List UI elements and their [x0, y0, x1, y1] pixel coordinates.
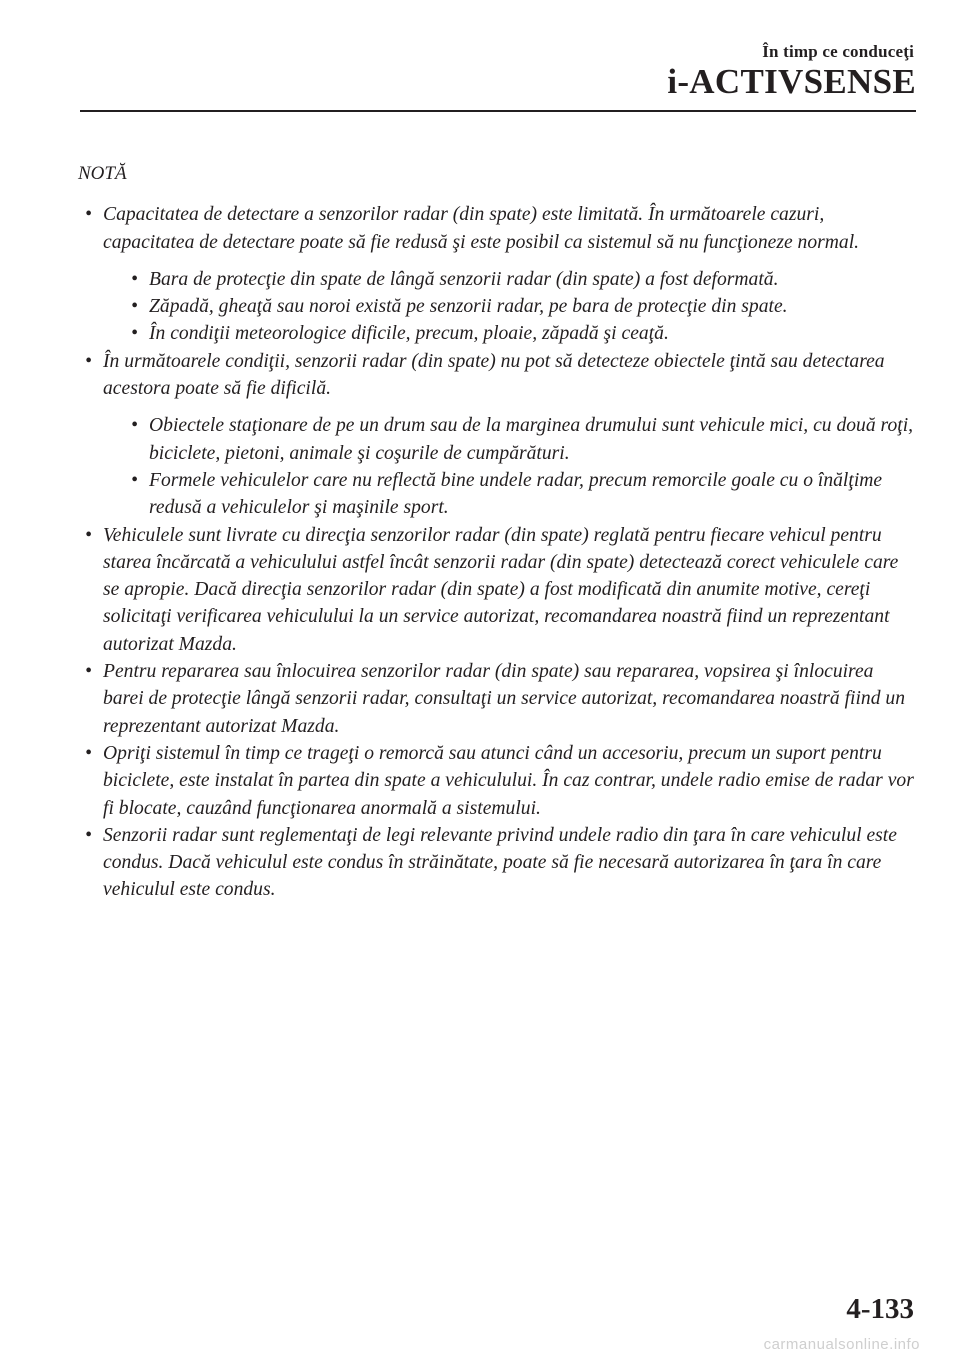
note-sublist	[103, 412, 918, 521]
chapter-title: În timp ce conduceţi	[762, 42, 914, 61]
bullet-icon: •	[85, 524, 92, 546]
note-subitem	[103, 467, 918, 522]
note-item-text: Vehiculele sunt livrate cu direcţia senzorilor radar (din spate) reglată pentru fiecare vehicul pentru starea încărcată a vehiculului astfel încât senzorii radar (din spate) detectează corect vehiculele care se apropie. Dacă direcţia senzorilor radar (din spate) a fost modificată din anumite motive, cereţi solicitaţi verificarea vehiculului la un service autorizat, recomandarea noastră fiind un reprezentant autorizat Mazda.	[103, 524, 899, 655]
note-subitem-text: Bara de protecţie din spate de lângă senzorii radar (din spate) a fost deformată.	[149, 268, 779, 290]
bullet-icon: •	[85, 661, 92, 683]
note-item	[78, 522, 918, 658]
note-subitem-text: Zăpadă, gheaţă sau noroi există pe senzorii radar, pe bara de protecţie din spate.	[149, 296, 788, 318]
bullet-icon: •	[131, 469, 138, 491]
note-item	[78, 201, 918, 347]
note-title: NOTĂ	[78, 163, 127, 184]
watermark: carmanualsonline.info	[763, 1336, 920, 1353]
note-subitem	[103, 412, 918, 467]
note-block	[78, 160, 918, 904]
bullet-icon: •	[85, 824, 92, 846]
note-item-text: Opriţi sistemul în timp ce trageţi o remorcă sau atunci când un accesoriu, precum un suport pentru biciclete, este instalat în partea din spate a vehiculului. În caz contrar, undele radio emise de radar vor fi blocate, cauzând funcţionarea anormală a sistemului.	[103, 742, 914, 819]
note-item-text: Senzorii radar sunt reglementaţi de legi relevante privind undele radio din ţara în care vehiculul este condus. Dacă vehiculul este condus în străinătate, poate să fie necesară autorizarea în ţara în care vehiculul este condus.	[103, 824, 897, 901]
bullet-icon: •	[85, 350, 92, 372]
note-subitem	[103, 320, 918, 347]
note-item-text: În următoarele condiţii, senzorii radar (din spate) nu pot să detecteze obiectele ţintă sau detectarea acestora poate să fie dificilă.	[103, 350, 885, 400]
bullet-icon: •	[131, 415, 138, 437]
bullet-icon: •	[85, 204, 92, 226]
page-header	[0, 0, 960, 112]
note-item	[78, 658, 918, 740]
header-divider	[80, 110, 916, 112]
note-item	[78, 822, 918, 904]
note-subitem-text: Obiectele staţionare de pe un drum sau de la marginea drumului sunt vehicule mici, cu două roţi, biciclete, pietoni, animale şi coşurile de cumpărături.	[149, 415, 914, 464]
note-item	[78, 740, 918, 822]
note-item	[78, 348, 918, 522]
note-item-text: Capacitatea de detectare a senzorilor radar (din spate) este limitată. În următoarele cazuri, capacitatea de detectare poate să fie redusă şi este posibil ca sistemul să nu funcţioneze normal.	[103, 204, 860, 253]
section-title: i-ACTIVSENSE	[667, 62, 916, 101]
note-subitem-text: Formele vehiculelor care nu reflectă bine undele radar, precum remorcile goale cu o înălţime redusă a vehiculelor şi maşinile sport.	[149, 469, 883, 519]
note-item-text: Pentru repararea sau înlocuirea senzorilor radar (din spate) sau repararea, vopsirea şi înlocuirea barei de protecţie lângă senzorii radar, consultaţi un service autorizat, recomandarea noastră fiind un reprezentant autorizat Mazda.	[103, 661, 906, 737]
note-sublist	[103, 266, 918, 348]
bullet-icon: •	[85, 742, 92, 764]
note-subitem	[103, 266, 918, 293]
page-number: 4-133	[846, 1293, 914, 1325]
note-subitem-text: În condiţii meteorologice dificile, precum, ploaie, zăpadă şi ceaţă.	[149, 323, 669, 345]
bullet-icon: •	[131, 268, 138, 290]
bullet-icon: •	[131, 296, 138, 318]
note-list	[78, 201, 918, 903]
note-subitem	[103, 293, 918, 320]
bullet-icon: •	[131, 323, 138, 345]
